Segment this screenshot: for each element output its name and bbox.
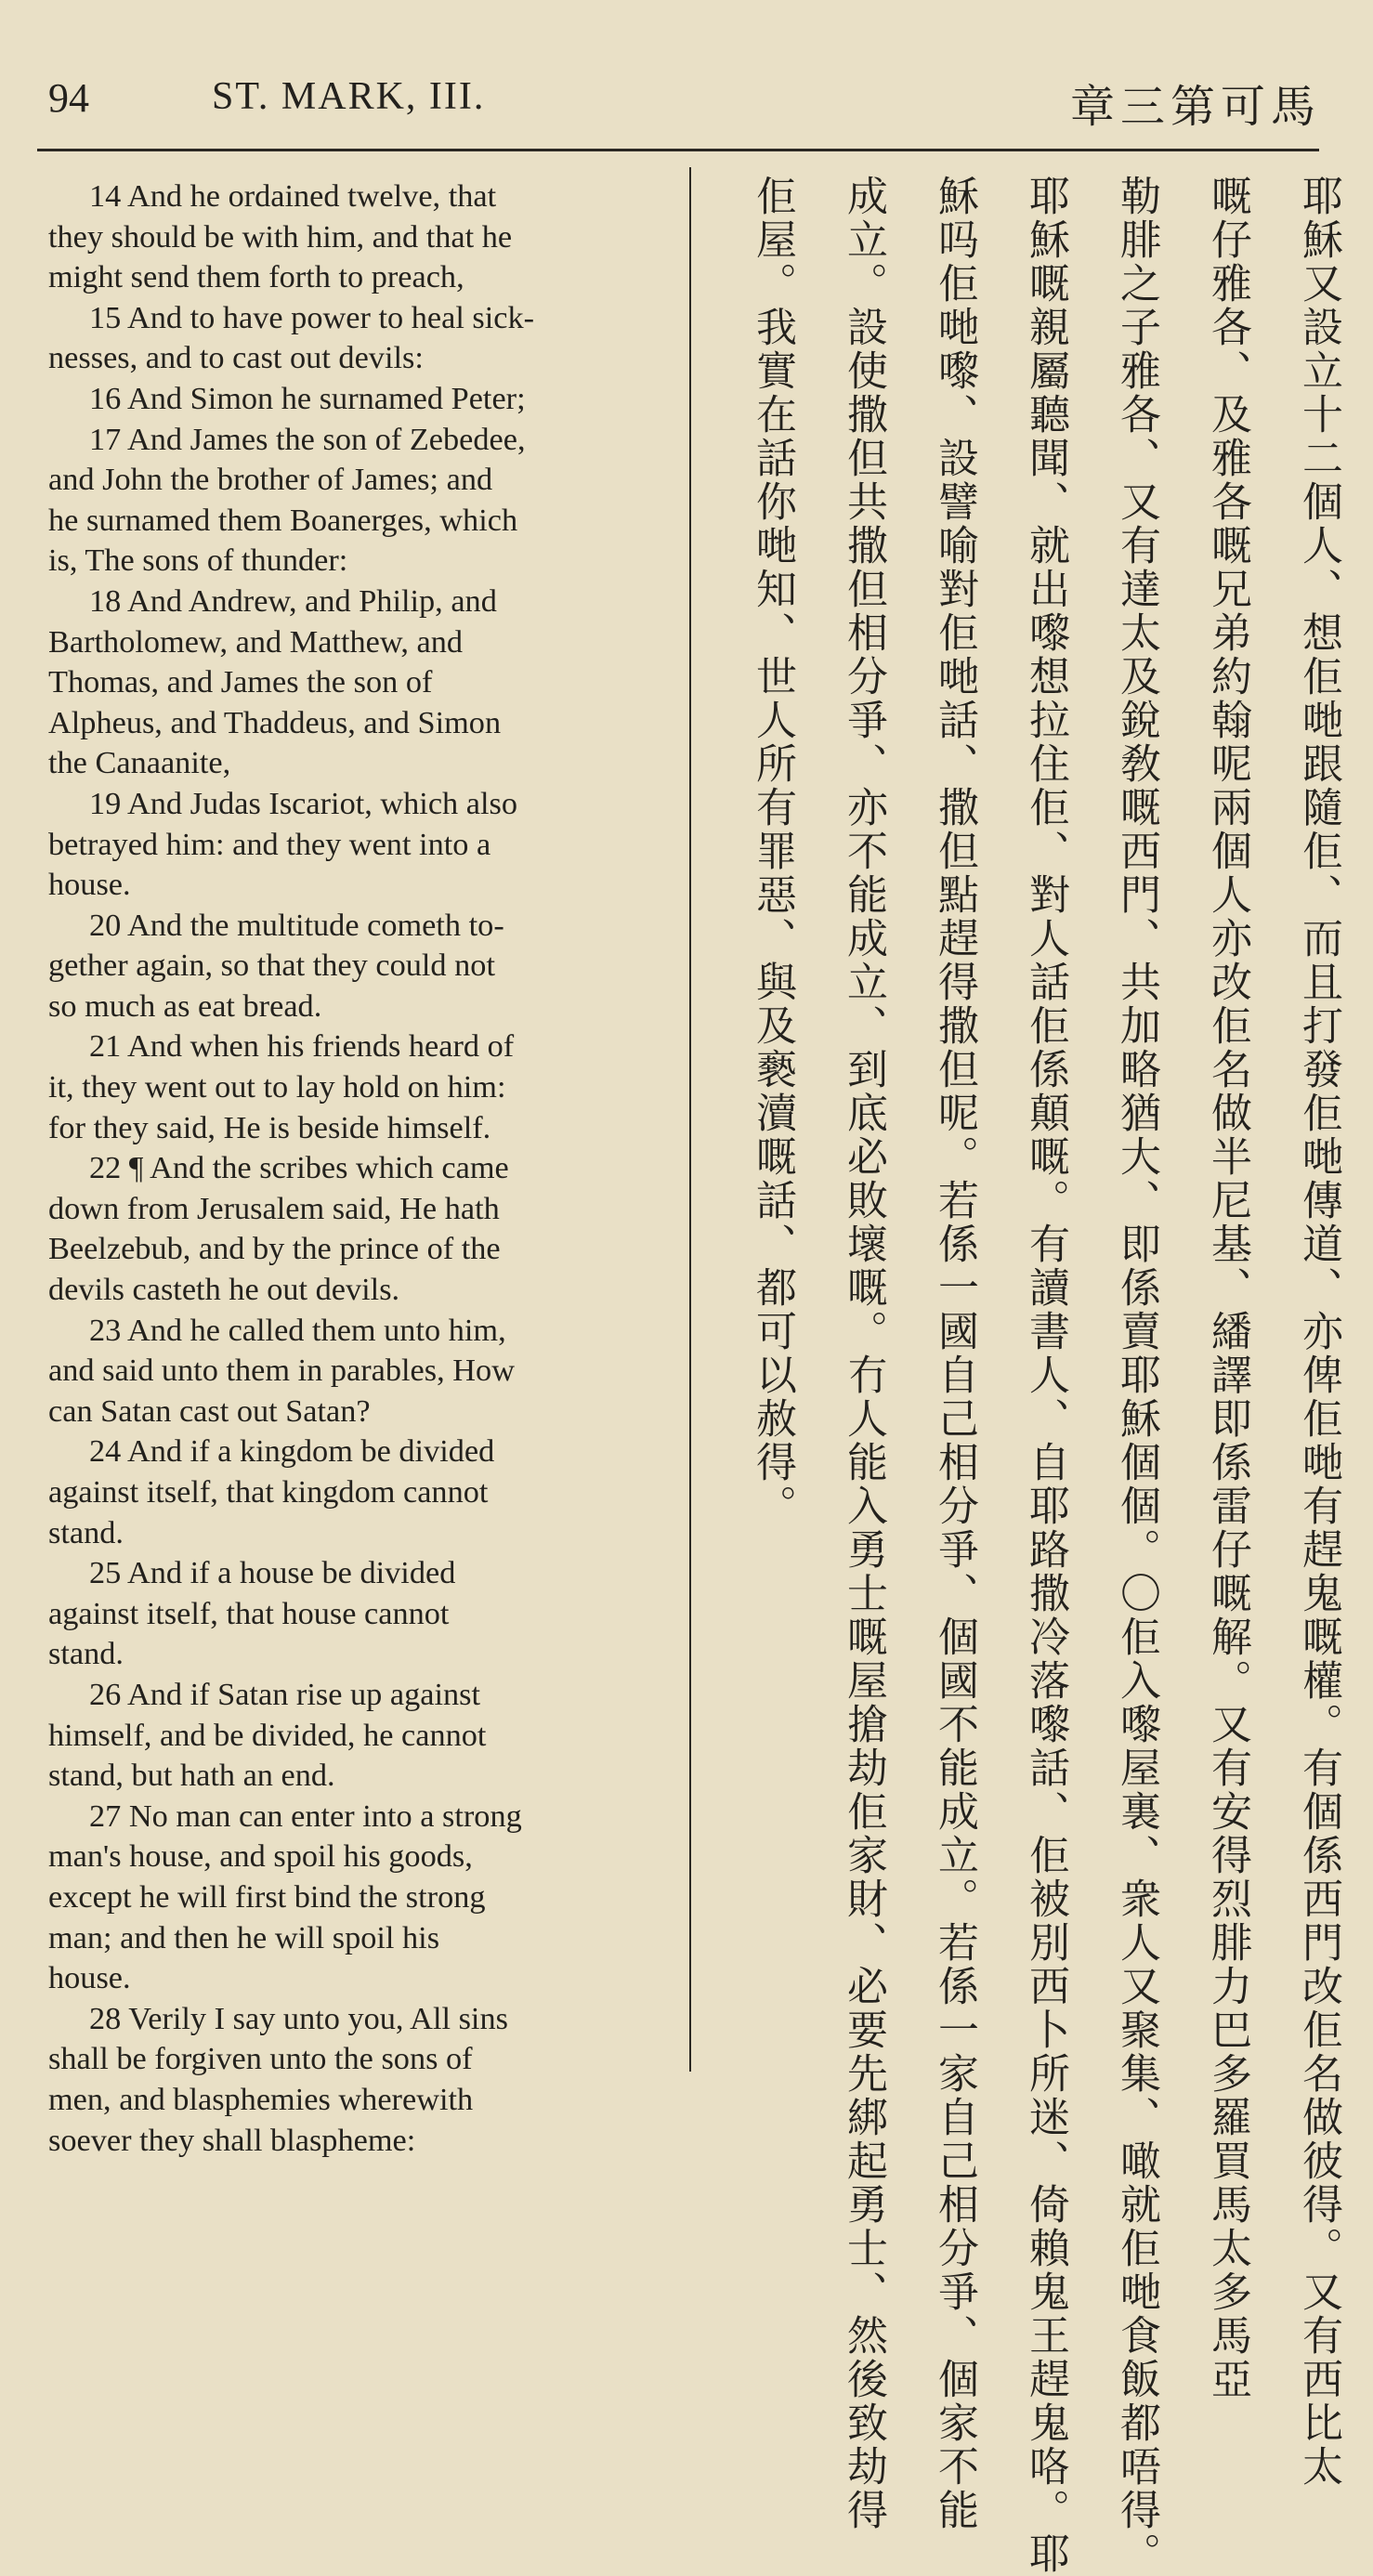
column-divider <box>689 167 691 2072</box>
verse-paragraph <box>48 1675 669 1797</box>
running-title: ST. MARK, III. <box>212 75 486 118</box>
verse-line: 19 And Judas Iscariot, which also <box>89 785 518 821</box>
verse-line: men, and blasphemies wherewith <box>48 2081 474 2117</box>
verse-line: Beelzebub, and by the prince of the <box>48 1231 501 1267</box>
verse-line: himself, and be divided, he cannot <box>48 1717 487 1753</box>
header-rule <box>37 149 1319 151</box>
verse-line: 15 And to have power to heal sick- <box>89 299 535 335</box>
verse-paragraph <box>48 298 669 379</box>
verse-line: gether again, so that they could not <box>48 948 495 984</box>
verse-line: so much as eat bread. <box>48 987 322 1024</box>
verse-line: 27 No man can enter into a strong <box>89 1798 522 1834</box>
verse-line: 17 And James the son of Zebedee, <box>89 421 526 457</box>
verse-line: 23 And he called them unto him, <box>89 1312 506 1348</box>
verse-line: 18 And Andrew, and Philip, and <box>89 582 497 619</box>
verse-line: soever they shall blaspheme: <box>48 2122 416 2158</box>
chinese-column: 成立。設使撒但共撒但相分爭、亦不能成立、到底必敗壞嘅。冇人能入勇士嘅屋搶劫佢家財、必要先綁起勇士、然後致劫得 <box>840 175 887 2532</box>
verse-paragraph <box>48 1311 669 1432</box>
verse-paragraph <box>48 177 669 298</box>
verse-line: Alpheus, and Thaddeus, and Simon <box>48 704 502 740</box>
verse-line: against itself, that kingdom cannot <box>48 1474 489 1510</box>
chinese-text-columns <box>706 175 1351 2576</box>
verse-line: stand. <box>48 1514 124 1550</box>
verse-line: 28 Verily I say unto you, All sins <box>89 2000 508 2036</box>
verse-paragraph <box>48 906 669 1027</box>
verse-paragraph <box>48 1797 669 1999</box>
chinese-column: 佢屋。我實在話你哋知、世人所有罪惡、與及褻瀆嘅話、都可以赦得。 <box>749 175 796 1528</box>
verse-line: the Canaanite, <box>48 745 231 781</box>
verse-line: for they said, He is beside himself. <box>48 1109 491 1145</box>
chinese-column: 嘅仔雅各、及雅各嘅兄弟約翰呢兩個人亦改佢名做半尼基、繙譯即係雷仔嘅解。又有安得烈腓力巴多羅買馬太多馬亞 <box>1204 175 1251 2401</box>
chinese-column: 勒腓之子雅各、又有達太及銳敎嘅西門、共加略猶大、即係賣耶穌個個。〇佢入嚟屋裏、衆人又聚集、噉就佢哋食飯都唔得。 <box>1113 175 1160 2576</box>
verse-line: 26 And if Satan rise up against <box>89 1676 481 1712</box>
verse-line: except he will first bind the strong <box>48 1878 486 1915</box>
verse-line: 22 ¶ And the scribes which came <box>89 1150 509 1186</box>
verse-paragraph <box>48 1148 669 1310</box>
verse-paragraph <box>48 420 669 582</box>
verse-line: man's house, and spoil his goods, <box>48 1838 473 1875</box>
verse-line: 20 And the multitude cometh to- <box>89 907 504 943</box>
verse-line: they should be with him, and that he <box>48 218 513 255</box>
verse-line: is, The sons of thunder: <box>48 543 348 579</box>
verse-paragraph <box>48 1026 669 1148</box>
verse-line: can Satan cast out Satan? <box>48 1393 371 1429</box>
verse-line: devils casteth he out devils. <box>48 1272 400 1308</box>
verse-line: 16 And Simon he surnamed Peter; <box>89 380 526 416</box>
chinese-column: 耶穌又設立十二個人、想佢哋跟隨佢、而且打發佢哋傳道、亦俾佢哋有趕鬼嘅權。有個係西門改佢名做彼得。又有西比太 <box>1295 175 1342 2489</box>
verse-line: man; and then he will spoil his <box>48 1919 440 1955</box>
verse-paragraph <box>48 1553 669 1675</box>
verse-line: house. <box>48 1960 131 1996</box>
verse-line: house. <box>48 867 131 903</box>
verse-line: and John the brother of James; and <box>48 462 493 498</box>
verse-line: betrayed him: and they went into a <box>48 826 491 862</box>
verse-line: shall be forgiven unto the sons of <box>48 2041 473 2077</box>
verse-line: and said unto them in parables, How <box>48 1353 515 1389</box>
verse-line: against itself, that house cannot <box>48 1595 450 1631</box>
verse-line: 24 And if a kingdom be divided <box>89 1433 495 1470</box>
verse-line: might send them forth to preach, <box>48 259 464 295</box>
verse-line: 21 And when his friends heard of <box>89 1028 515 1065</box>
english-text-column <box>48 177 669 2161</box>
verse-line: 14 And he ordained twelve, that <box>89 178 497 214</box>
verse-line: down from Jerusalem said, He hath <box>48 1190 500 1226</box>
verse-line: stand, but hath an end. <box>48 1758 335 1794</box>
page-header <box>48 74 1321 139</box>
chinese-running-title: 章三第可馬 <box>1069 81 1321 133</box>
verse-line: Bartholomew, and Matthew, and <box>48 623 464 660</box>
chinese-column: 耶穌嘅親屬聽聞、就出嚟想拉住佢、對人話佢係顛嘅。有讀書人、自耶路撒冷落嚟話、佢被別西卜所迷、倚賴鬼王趕鬼咯。耶 <box>1022 175 1069 2576</box>
verse-paragraph <box>48 1432 669 1553</box>
verse-line: he surnamed them Boanerges, which <box>48 502 518 538</box>
verse-line: 25 And if a house be divided <box>89 1555 456 1591</box>
verse-paragraph <box>48 582 669 784</box>
verse-line: Thomas, and James the son of <box>48 664 433 700</box>
verse-line: stand. <box>48 1636 124 1672</box>
page-number: 94 <box>48 75 89 121</box>
chinese-column: 穌吗佢哋嚟、設譬喻對佢哋話、撒但點趕得撒但呢。若係一國自己相分爭、個國不能成立。若係一家自己相分爭、個家不能 <box>931 175 978 2532</box>
verse-paragraph <box>48 1999 669 2161</box>
verse-line: nesses, and to cast out devils: <box>48 340 424 376</box>
verse-line: it, they went out to lay hold on him: <box>48 1069 506 1105</box>
verse-paragraph <box>48 379 669 420</box>
verse-paragraph <box>48 784 669 906</box>
